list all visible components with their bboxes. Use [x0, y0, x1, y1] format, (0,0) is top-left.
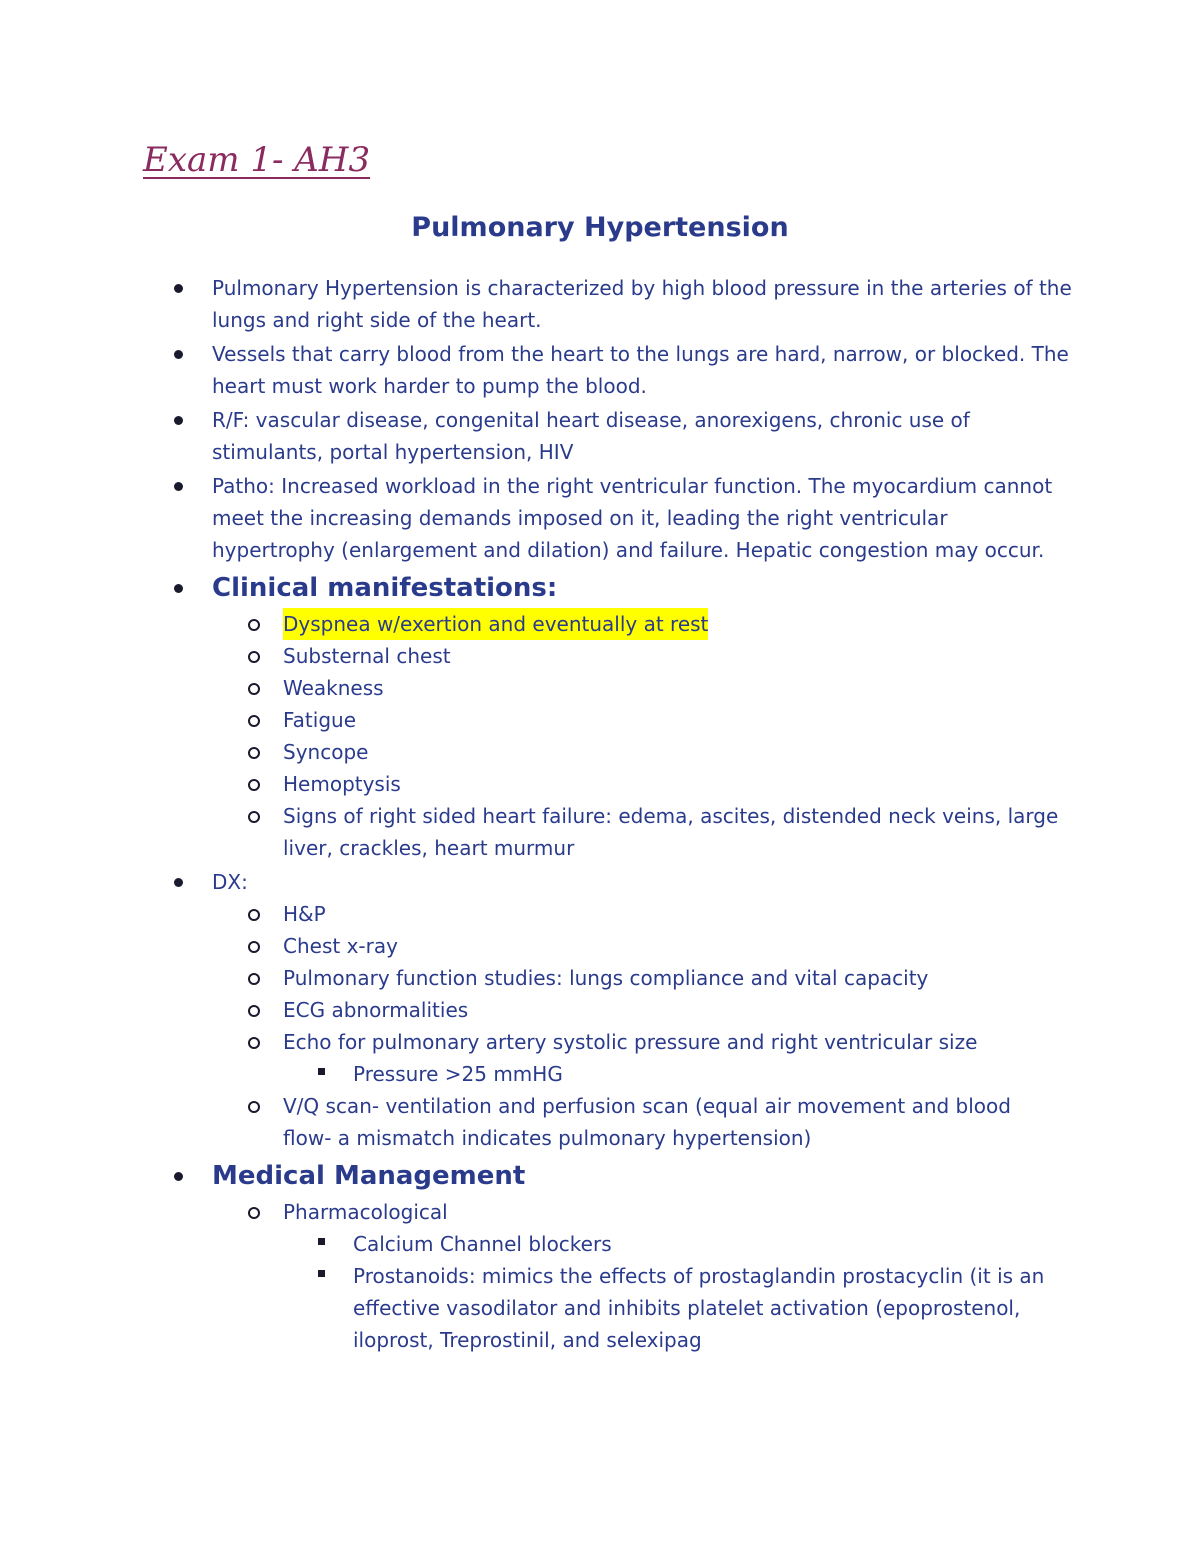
echo-sublist [0, 1058, 1200, 1090]
circle-bullet-icon [248, 811, 260, 823]
circle-bullet-icon [248, 941, 260, 953]
square-bullet-icon [318, 1270, 325, 1277]
circle-bullet-icon [248, 779, 260, 791]
circle-bullet-icon [248, 747, 260, 759]
dx-list [0, 898, 1200, 1154]
list-item: Calcium Channel blockers [0, 1228, 1200, 1260]
list-item: V/Q scan- ventilation and perfusion scan (equal air movement and blood flow- a mismatch indicates pulmonary hypertension) [0, 1090, 1200, 1154]
highlighted-text: Dyspnea w/exertion and eventually at rest [283, 608, 708, 640]
list-item: Vessels that carry blood from the heart to the lungs are hard, narrow, or blocked. The heart must work harder to pump the blood. [0, 338, 1200, 402]
list-item: Pulmonary function studies: lungs compliance and vital capacity [0, 962, 1200, 994]
list-item: Substernal chest [0, 640, 1200, 672]
notes-body [0, 272, 1200, 1358]
circle-bullet-icon [248, 973, 260, 985]
bullet-icon [174, 284, 183, 293]
circle-bullet-icon [248, 1005, 260, 1017]
square-bullet-icon [318, 1068, 325, 1075]
bullet-icon [174, 416, 183, 425]
list-item: Syncope [0, 736, 1200, 768]
pharm-sublist [0, 1228, 1200, 1356]
circle-bullet-icon [248, 1037, 260, 1049]
document-title: Exam 1- AH3 [143, 140, 371, 180]
circle-bullet-icon [248, 715, 260, 727]
list-item: R/F: vascular disease, congenital heart disease, anorexigens, chronic use of stimulants, portal hypertension, HIV [0, 404, 1200, 468]
circle-bullet-icon [248, 909, 260, 921]
clinical-list [0, 608, 1200, 864]
list-item: Hemoptysis [0, 768, 1200, 800]
list-item: Chest x-ray [0, 930, 1200, 962]
bullet-icon [174, 482, 183, 491]
bullet-icon [174, 350, 183, 359]
list-item: Patho: Increased workload in the right ventricular function. The myocardium cannot meet the increasing demands imposed on it, leading the right ventricular hypertrophy (enlargement and dilation) and failure. Hepatic congestion may occur. [0, 470, 1200, 566]
medical-management-heading: Medical Management Pharmacological Calcium Channel blockers Prostanoids: mimics the effects of prostaglandin prostacyclin (it is an effective vasodilator and inhibits platelet activation (epoprostenol, iloprost, Treprostinil, and selexipag [0, 1156, 1200, 1356]
dx-heading: DX: H&P Chest x-ray Pulmonary function studies: lungs compliance and vital capacity ECG abnormalities Echo for pulmonary artery systolic pressure and right ventricular size Pressure >25 mmHG V/Q scan- ventilation and perfusion scan (equal air movement and blood flow- a mismatch indicates pulmonary hypertension) [0, 866, 1200, 1154]
circle-bullet-icon [248, 1101, 260, 1113]
bullet-icon [174, 878, 183, 887]
circle-bullet-icon [248, 1207, 260, 1219]
square-bullet-icon [318, 1238, 325, 1245]
list-item: Echo for pulmonary artery systolic pressure and right ventricular size Pressure >25 mmHG [0, 1026, 1200, 1090]
bullet-icon [174, 1172, 183, 1181]
list-item: Signs of right sided heart failure: edema, ascites, distended neck veins, large liver, crackles, heart murmur [0, 800, 1200, 864]
circle-bullet-icon [248, 683, 260, 695]
management-list [0, 1196, 1200, 1356]
list-item: Pressure >25 mmHG [0, 1058, 1200, 1090]
circle-bullet-icon [248, 651, 260, 663]
clinical-manifestations-heading: Clinical manifestations: Dyspnea w/exertion and eventually at rest Substernal chest Weakness Fatigue Syncope Hemoptysis Signs of right sided heart failure: edema, ascites, distended neck veins, large liver, crackles, heart murmur [0, 568, 1200, 864]
list-item: Fatigue [0, 704, 1200, 736]
bullet-icon [174, 584, 183, 593]
list-item: H&P [0, 898, 1200, 930]
list-item [0, 608, 1200, 640]
list-item: Weakness [0, 672, 1200, 704]
list-item: Pharmacological Calcium Channel blockers Prostanoids: mimics the effects of prostaglandin prostacyclin (it is an effective vasodilator and inhibits platelet activation (epoprostenol, iloprost, Treprostinil, and selexipag [0, 1196, 1200, 1356]
circle-bullet-icon [248, 619, 260, 631]
main-list [0, 272, 1200, 1356]
list-item: ECG abnormalities [0, 994, 1200, 1026]
list-item: Prostanoids: mimics the effects of prostaglandin prostacyclin (it is an effective vasodilator and inhibits platelet activation (epoprostenol, iloprost, Treprostinil, and selexipag [0, 1260, 1200, 1356]
list-item: Pulmonary Hypertension is characterized by high blood pressure in the arteries of the lungs and right side of the heart. [0, 272, 1200, 336]
section-title: Pulmonary Hypertension [411, 212, 789, 243]
